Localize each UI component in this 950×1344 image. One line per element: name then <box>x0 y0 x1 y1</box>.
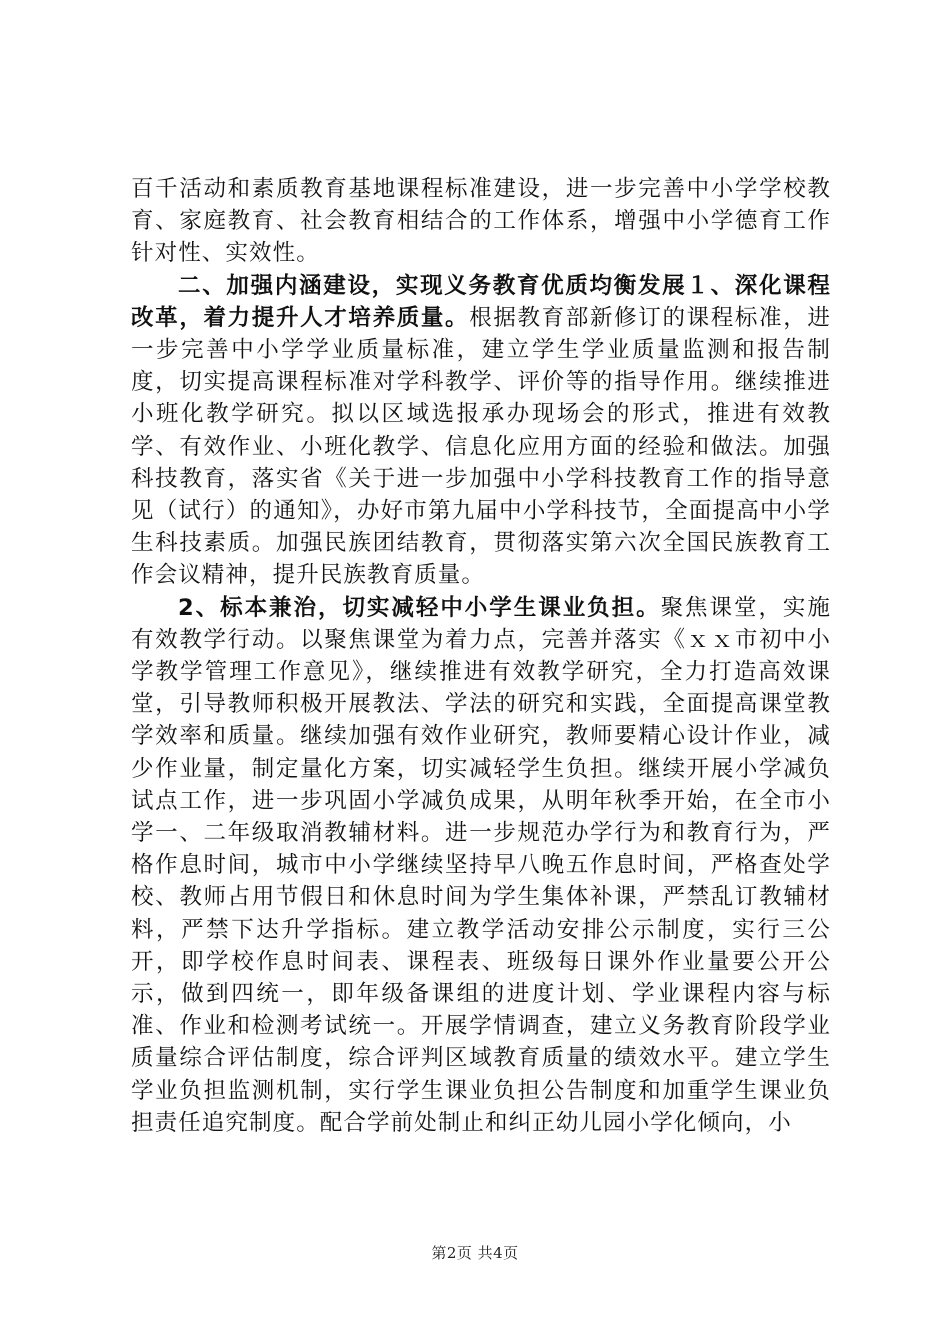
paragraph-2-text: 根据教育部新修订的课程标准，进一步完善中小学学业质量标准，建立学生学业质量监测和报告制度，切实提高课程标准对学科教学、评价等的指导作用。继续推进小班化教学研究。拟以区域选报承办现场会的形式，推进有效教学、有效作业、小班化教学、信息化应用方面的经验和做法。加强科技教育，落实省《关于进一步加强中小学科技教育工作的指导意见（试行）的通知》，办好市第九届中小学科技节，全面提高中小学生科技素质。加强民族团结教育，贯彻落实第六次全国民族教育工作会议精神，提升民族教育质量。 <box>131 304 831 589</box>
paragraph-3 <box>131 592 831 1139</box>
page-number-footer: 第2页 共4页 <box>431 1244 519 1262</box>
paragraph-3-text: 聚焦课堂，实施有效教学行动。以聚焦课堂为着力点，完善并落实《ｘｘ市初中小学教学管理工作意见》，继续推进有效教学研究，全力打造高效课堂，引导教师积极开展教法、学法的研究和实践，全面提高课堂教学效率和质量。继续加强有效作业研究，教师要精心设计作业，减少作业量，制定量化方案，切实减轻学生负担。继续开展小学减负试点工作，进一步巩固小学减负成果，从明年秋季开始，在全市小学一、二年级取消教辅材料。进一步规范办学行为和教育行为，严格作息时间，城市中小学继续坚持早八晚五作息时间，严格查处学校、教师占用节假日和休息时间为学生集体补课，严禁乱订教辅材料，严禁下达升学指标。建立教学活动安排公示制度，实行三公开，即学校作息时间表、课程表、班级每日课外作业量要公开公示，做到四统一，即年级备课组的进度计划、学业课程内容与标准、作业和检测考试统一。开展学情调查，建立义务教育阶段学业质量综合评估制度，综合评判区域教育质量的绩效水平。建立学生学业负担监测机制，实行学生课业负担公告制度和加重学生课业负担责任追究制度。配合学前处制止和纠正幼儿园小学化倾向，小 <box>131 594 832 1136</box>
paragraph-2 <box>131 270 831 592</box>
document-body <box>131 173 831 1139</box>
paragraph-3-heading: 2、标本兼治，切实减轻中小学生课业负担。 <box>178 594 661 621</box>
paragraph-1-text: 百千活动和素质教育基地课程标准建设，进一步完善中小学学校教育、家庭教育、社会教育相结合的工作体系，增强中小学德育工作针对性、实效性。 <box>131 176 831 267</box>
paragraph-1 <box>131 173 831 270</box>
paragraph-2-heading: 二、加强内涵建设，实现义务教育优质均衡发展１、深化课程改革，着力提升人才培养质量。 <box>131 272 831 331</box>
